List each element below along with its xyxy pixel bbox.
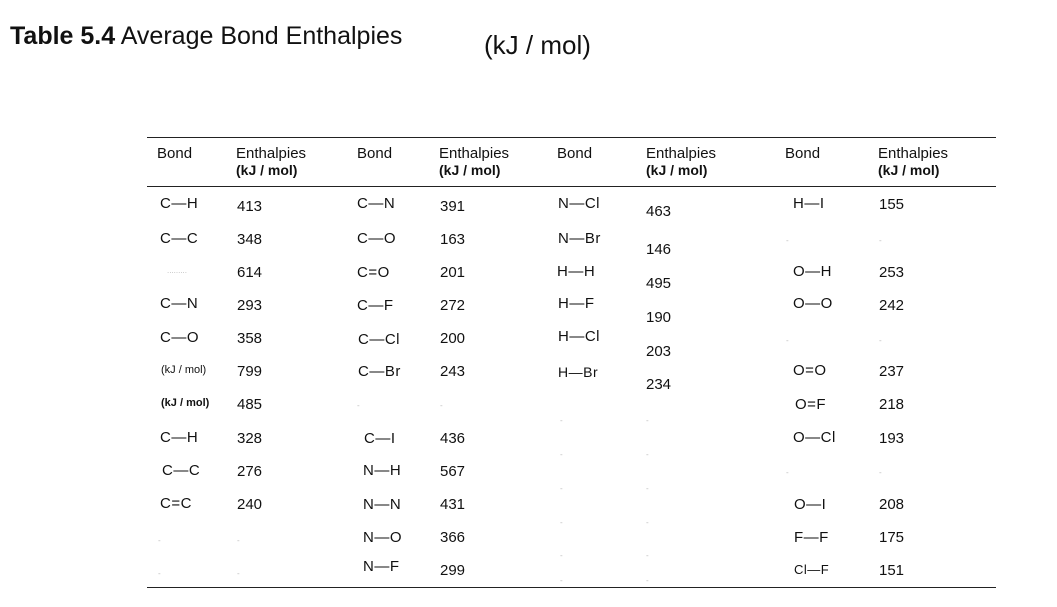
value-cell: 391 <box>440 198 466 215</box>
value-cell: 234 <box>646 376 672 393</box>
header-enth-label: Enthalpies <box>439 145 510 162</box>
bond-cell: (kJ / mol) <box>161 397 210 409</box>
faint-mark: - <box>646 450 649 459</box>
header-enth-label: Enthalpies <box>646 145 717 162</box>
bond-cell: C=C <box>160 495 192 512</box>
bottom-rule <box>147 587 996 588</box>
value-cell: 436 <box>440 430 466 447</box>
faint-mark: - <box>237 536 240 545</box>
bond-cell: C—H <box>160 429 199 446</box>
value-cell: 567 <box>440 463 466 480</box>
bond-cell: N—N <box>363 496 402 513</box>
value-cell: 203 <box>646 343 672 360</box>
faint-mark: - <box>560 576 563 585</box>
value-cell: 348 <box>237 231 263 248</box>
value-cell: 799 <box>237 363 263 380</box>
bond-cell: C—O <box>357 230 396 247</box>
bond-cell: N—Br <box>558 230 601 247</box>
faint-mark: - <box>560 484 563 493</box>
value-cell: 328 <box>237 430 263 447</box>
table-caption: Average Bond Enthalpies <box>115 22 403 50</box>
header-enthalpies-1 <box>236 146 306 178</box>
table-title <box>10 22 402 51</box>
value-cell: 193 <box>879 430 905 447</box>
value-cell: 155 <box>879 196 905 213</box>
value-cell: 299 <box>440 562 466 579</box>
faint-mark: - <box>357 401 360 410</box>
header-enth-label: Enthalpies <box>878 145 949 162</box>
faint-mark: - <box>158 569 161 578</box>
header-bond-1: Bond <box>157 145 193 162</box>
header-bond-4: Bond <box>785 145 821 162</box>
value-cell: 431 <box>440 496 466 513</box>
bond-cell: C—C <box>160 230 199 247</box>
faint-mark: - <box>560 416 563 425</box>
header-bond-2: Bond <box>357 145 393 162</box>
faint-mark: - <box>879 336 882 345</box>
bond-cell: H—Cl <box>558 328 600 345</box>
bond-cell: O=O <box>793 362 827 379</box>
value-cell: 201 <box>440 264 466 281</box>
bond-cell: C—C <box>162 462 201 479</box>
header-unit: (kJ / mol) <box>646 162 708 178</box>
value-cell: 276 <box>237 463 263 480</box>
value-cell: 614 <box>237 264 263 281</box>
value-cell: 190 <box>646 309 672 326</box>
value-cell: 208 <box>879 496 905 513</box>
bond-cell: C—N <box>160 295 199 312</box>
value-cell: 200 <box>440 330 466 347</box>
faint-mark: - <box>786 236 789 245</box>
bond-cell: N—H <box>363 462 402 479</box>
value-cell: 243 <box>440 363 466 380</box>
value-cell: 146 <box>646 241 672 258</box>
bond-cell: O—O <box>793 295 833 312</box>
header-unit: (kJ / mol) <box>439 162 501 178</box>
bond-cell: C—N <box>357 195 396 212</box>
faint-mark: - <box>560 518 563 527</box>
faint-mark: - <box>646 551 649 560</box>
bond-cell: (kJ / mol) <box>161 364 207 376</box>
faint-mark: - <box>646 416 649 425</box>
header-enthalpies-3 <box>646 146 716 178</box>
header-enth-label: Enthalpies <box>236 145 307 162</box>
value-cell: 240 <box>237 496 263 513</box>
value-cell: 485 <box>237 396 263 413</box>
bond-cell: C—Br <box>358 363 401 380</box>
header-enthalpies-2 <box>439 146 509 178</box>
header-rule <box>147 186 996 187</box>
header-unit: (kJ / mol) <box>878 162 940 178</box>
faint-mark: - <box>786 336 789 345</box>
header-bond-3: Bond <box>557 145 593 162</box>
value-cell: 163 <box>440 231 466 248</box>
faint-mark: - <box>237 569 240 578</box>
bond-cell: C=O <box>357 264 390 281</box>
faint-mark: - <box>158 536 161 545</box>
faint-mark: - <box>879 468 882 477</box>
faint-mark: - <box>879 236 882 245</box>
faint-mark: - <box>786 468 789 477</box>
value-cell: 358 <box>237 330 263 347</box>
bond-cell: Cl—F <box>794 562 830 577</box>
faint-mark: - <box>646 518 649 527</box>
bond-cell: O—I <box>794 496 827 513</box>
bond-cell: H—F <box>558 295 595 312</box>
value-cell: 218 <box>879 396 905 413</box>
value-cell: 463 <box>646 203 672 220</box>
bond-cell: H—I <box>793 195 825 212</box>
faint-mark: - <box>646 576 649 585</box>
value-cell: 293 <box>237 297 263 314</box>
header-enthalpies-4 <box>878 146 948 178</box>
faint-mark: - <box>646 484 649 493</box>
bond-cell: F—F <box>794 529 829 546</box>
bond-cell: N—Cl <box>558 195 600 212</box>
top-rule <box>147 137 996 138</box>
bond-cell: N—F <box>363 558 400 575</box>
value-cell: 151 <box>879 562 905 579</box>
unit-heading: (kJ / mol) <box>484 30 591 60</box>
bond-cell: C—H <box>160 195 199 212</box>
header-unit: (kJ / mol) <box>236 162 298 178</box>
bond-cell: C—I <box>364 430 396 447</box>
value-cell: 413 <box>237 198 263 215</box>
bond-cell: C—O <box>160 329 199 346</box>
bond-cell: O=F <box>795 396 827 413</box>
faint-mark: - <box>440 401 443 410</box>
bond-cell: H—Br <box>558 364 599 380</box>
table-number: Table 5.4 <box>10 22 116 50</box>
bond-cell: O—H <box>793 263 832 280</box>
bond-cell: N—O <box>363 529 402 546</box>
bond-cell: H—H <box>557 263 596 280</box>
bond-cell: O—Cl <box>793 429 836 446</box>
bond-cell: C—F <box>357 297 394 314</box>
value-cell: 366 <box>440 529 466 546</box>
value-cell: 253 <box>879 264 905 281</box>
value-cell: 272 <box>440 297 466 314</box>
faint-mark: ......... <box>167 266 188 275</box>
value-cell: 237 <box>879 363 905 380</box>
bond-cell: C—Cl <box>358 331 400 348</box>
value-cell: 175 <box>879 529 905 546</box>
faint-mark: - <box>560 450 563 459</box>
value-cell: 495 <box>646 275 672 292</box>
value-cell: 242 <box>879 297 905 314</box>
faint-mark: - <box>560 551 563 560</box>
